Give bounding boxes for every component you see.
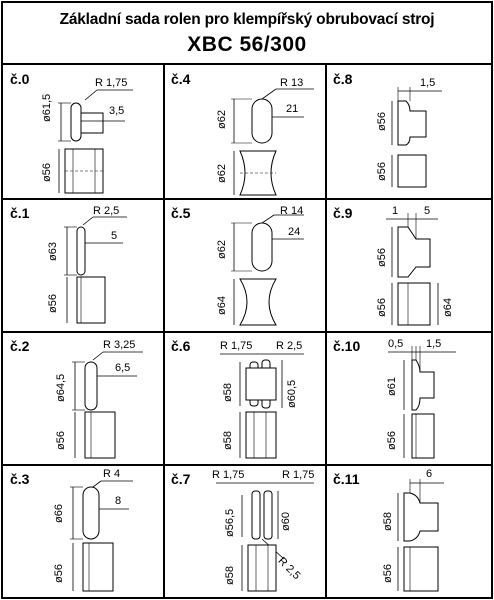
diameter-top-label: ø64,5 [55, 373, 67, 402]
diameter-bottom-label: ø58 [224, 566, 236, 585]
roller-drawing [326, 65, 491, 198]
page-title: Základní sada rolen pro klempířský obrubovací stroj [59, 11, 435, 28]
diameter-bottom-label: ø56 [53, 564, 65, 583]
width-label: 3,5 [109, 105, 125, 117]
roller-drawing [3, 65, 163, 198]
roller-drawing [326, 465, 491, 597]
roller-label: č.4 [171, 71, 191, 87]
width-label: 8 [115, 495, 122, 507]
diameter-top-label: ø61 [386, 377, 398, 396]
roller-grid [3, 65, 491, 597]
roller-drawing [3, 332, 163, 464]
roller-cell-3 [3, 465, 163, 597]
diameter-top-label: ø58 [382, 512, 394, 531]
roller-cell-0 [3, 65, 163, 198]
radius-bottom-label: R 2,5 [275, 555, 303, 583]
roller-label: č.7 [171, 471, 191, 487]
roller-label: č.5 [171, 205, 191, 221]
roller-cell-9 [326, 199, 491, 331]
roller-cell-5 [164, 199, 325, 331]
diameter-bottom-label: ø62 [216, 164, 228, 183]
width-1-label: 1 [392, 205, 399, 217]
roller-drawing [3, 199, 163, 331]
drawing-sheet [1, 1, 493, 599]
roller-cell-11 [326, 465, 491, 597]
roller-drawing [326, 332, 491, 464]
diameter-bottom-label: ø56 [41, 163, 53, 182]
diameter-bottom-label: ø56 [386, 431, 398, 450]
roller-label: č.6 [171, 338, 191, 354]
radius-label: R 13 [280, 77, 304, 89]
roller-label: č.0 [10, 71, 30, 87]
roller-drawing [164, 465, 325, 597]
diameter-top-label: ø62 [216, 110, 228, 129]
width-2-label: 5 [424, 205, 431, 217]
model-title: XBC 56/300 [187, 33, 307, 56]
diameter-bottom-label: ø56 [376, 162, 388, 181]
diameter-bottom-label: ø58 [222, 431, 234, 450]
radius-left-label: R 1,75 [220, 340, 253, 352]
roller-cell-7 [164, 465, 325, 597]
header [3, 3, 491, 65]
roller-label: č.9 [333, 205, 353, 221]
width-1-label: 0,5 [388, 338, 404, 350]
roller-cell-10 [326, 332, 491, 464]
roller-label: č.11 [333, 471, 360, 487]
diameter-top-label: ø56 [376, 112, 388, 131]
diameter-bottom-label: ø56 [382, 564, 394, 583]
roller-cell-4 [164, 65, 325, 198]
width-label: 6,5 [115, 362, 131, 374]
width-label: 24 [288, 226, 301, 238]
roller-drawing [326, 199, 491, 331]
diameter-top-label: ø61,5 [41, 93, 53, 122]
diameter-top-label: ø58 [222, 383, 234, 402]
width-label: 21 [286, 103, 299, 115]
diameter-bottom-label: ø56 [47, 294, 59, 313]
radius-label: R 1,75 [95, 77, 128, 89]
diameter-top-label: ø63 [47, 242, 59, 261]
diameter-top-right-label: ø60,5 [286, 379, 298, 408]
diameter-top-label: ø62 [216, 240, 228, 259]
roller-cell-2 [3, 332, 163, 464]
radius-right-label: R 2,5 [276, 340, 303, 352]
roller-drawing [164, 199, 325, 331]
roller-label: č.2 [10, 338, 30, 354]
radius-label: R 2,5 [93, 205, 120, 217]
radius-label: R 3,25 [103, 339, 136, 351]
width-label: 5 [111, 230, 118, 242]
diameter-bottom-right-label: ø64 [442, 298, 454, 317]
radius-left-label: R 1,75 [212, 469, 245, 481]
roller-cell-6 [164, 332, 325, 464]
diameter-top-label: ø56 [376, 248, 388, 267]
radius-right-label: R 1,75 [282, 469, 315, 481]
diameter-bottom-label: ø56 [55, 431, 67, 450]
radius-label: R 4 [103, 468, 121, 480]
roller-cell-8 [326, 65, 491, 198]
diameter-bottom-label: ø64 [216, 296, 228, 315]
roller-label: č.3 [10, 471, 30, 487]
width-label: 1,5 [420, 77, 436, 89]
roller-cell-1 [3, 199, 163, 331]
roller-label: č.10 [333, 338, 361, 354]
roller-drawing [3, 465, 163, 597]
roller-label: č.1 [10, 205, 30, 221]
diameter-bottom-label: ø56 [376, 298, 388, 317]
diameter-top-label: ø56,5 [224, 508, 236, 537]
diameter-top-right-label: ø60 [280, 512, 292, 531]
diameter-top-label: ø66 [53, 504, 65, 523]
radius-label: R 14 [280, 205, 304, 217]
width-label: 6 [426, 468, 433, 480]
roller-label: č.8 [333, 71, 353, 87]
width-2-label: 1,5 [426, 338, 442, 350]
